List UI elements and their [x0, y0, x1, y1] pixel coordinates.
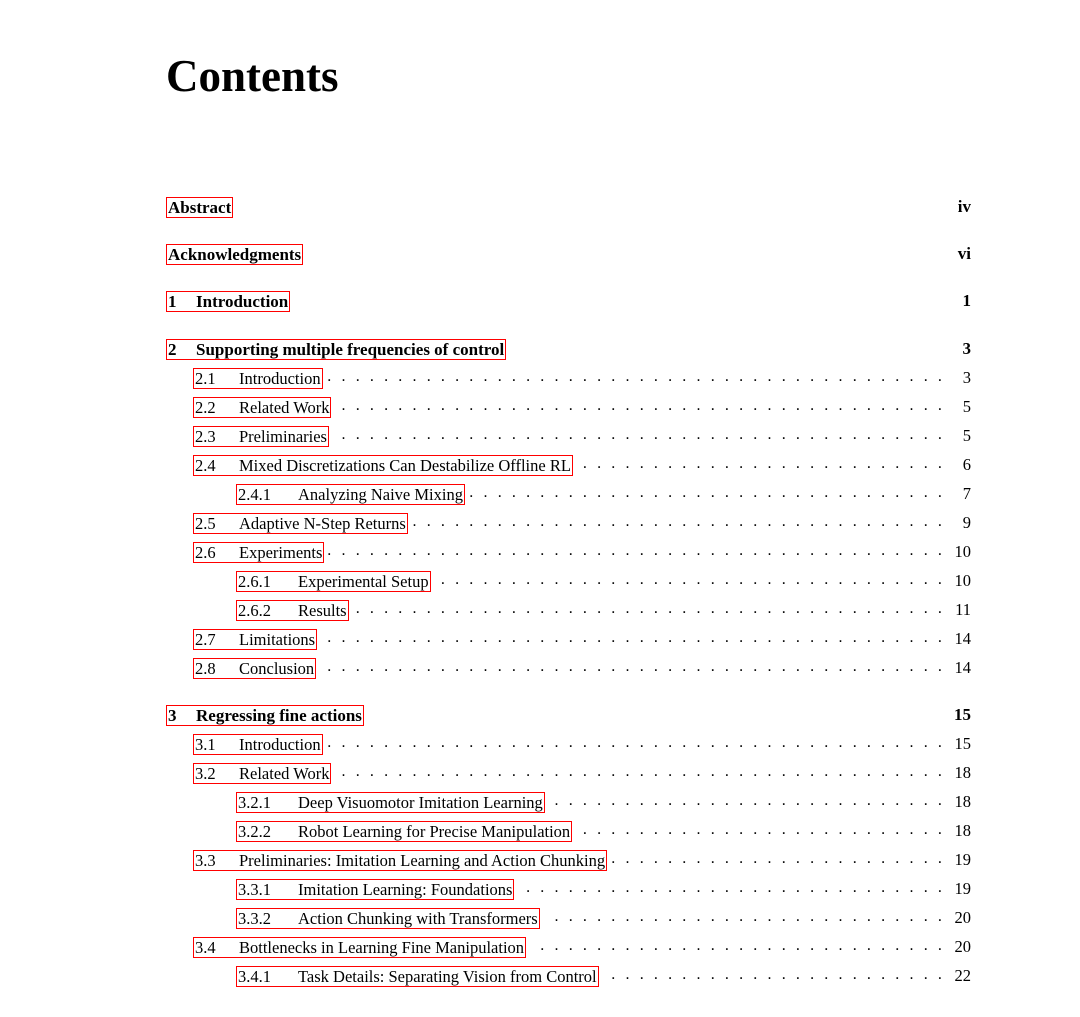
toc-entry	[166, 242, 971, 266]
toc-number: 3.1	[195, 734, 216, 754]
toc-link[interactable]	[236, 484, 465, 505]
toc-number: 3.2.2	[238, 821, 271, 841]
dot-leader	[611, 850, 945, 870]
toc-number: 2.7	[195, 629, 216, 649]
dot-leader	[353, 600, 945, 620]
toc-link[interactable]	[193, 763, 331, 784]
dot-leader	[368, 705, 945, 725]
dot-leader	[321, 629, 945, 649]
page-title: Contents	[166, 51, 339, 101]
toc-link[interactable]	[236, 821, 572, 842]
toc-number: 2.4.1	[238, 484, 271, 504]
dot-leader	[544, 908, 945, 928]
toc-label: Deep Visuomotor Imitation Learning	[298, 792, 543, 812]
toc-entry	[236, 877, 971, 901]
dot-leader	[469, 484, 945, 504]
toc-label: Related Work	[239, 397, 330, 417]
toc-entry	[193, 761, 971, 785]
toc-link[interactable]	[193, 734, 323, 755]
toc-number: 2.1	[195, 368, 216, 388]
toc-entry	[193, 732, 971, 756]
toc-number: 3.3.2	[238, 908, 271, 928]
toc-page-number: 20	[954, 908, 971, 927]
toc-label: Limitations	[239, 629, 316, 649]
toc-page-number: 18	[954, 821, 971, 840]
toc-link[interactable]	[193, 368, 323, 389]
toc-page-number: 3	[962, 368, 971, 387]
toc-entry	[193, 627, 971, 651]
toc-page-number: 18	[954, 763, 971, 782]
toc-number: 3.4.1	[238, 966, 271, 986]
toc-label: Analyzing Naive Mixing	[298, 484, 463, 504]
dot-leader	[518, 879, 945, 899]
toc-link[interactable]	[193, 542, 324, 563]
dot-leader	[294, 291, 945, 311]
toc-page-number: 10	[954, 571, 971, 590]
toc-link[interactable]	[166, 291, 290, 312]
toc-page-number: 9	[962, 513, 971, 532]
toc-link[interactable]	[193, 455, 573, 476]
toc-label: Task Details: Separating Vision from Control	[298, 966, 597, 986]
toc-label: Abstract	[168, 197, 232, 217]
dot-leader	[435, 571, 945, 591]
toc-number: 2	[168, 339, 177, 359]
toc-link[interactable]	[193, 658, 316, 679]
toc-link[interactable]	[236, 600, 349, 621]
toc-entry	[236, 790, 971, 814]
toc-label: Preliminaries: Imitation Learning and Action Chunking	[239, 850, 606, 870]
dot-leader	[412, 513, 945, 533]
toc-label: Introduction	[239, 734, 321, 754]
toc-page-number: vi	[957, 244, 971, 263]
toc-page-number: 7	[962, 484, 971, 503]
toc-page-number: 15	[954, 734, 971, 753]
toc-label: Regressing fine actions	[196, 705, 362, 725]
dot-leader	[577, 455, 945, 475]
toc-link[interactable]	[166, 705, 364, 726]
toc-page-number: 14	[954, 629, 971, 648]
toc-number: 3.4	[195, 937, 216, 957]
toc-number: 3.3	[195, 850, 216, 870]
toc-link[interactable]	[193, 850, 607, 871]
toc-link[interactable]	[193, 937, 526, 958]
toc-label: Experimental Setup	[298, 571, 429, 591]
toc-entry	[193, 511, 971, 535]
toc-number: 3.2	[195, 763, 216, 783]
toc-entry	[166, 195, 971, 219]
toc-link[interactable]	[193, 397, 331, 418]
toc-link[interactable]	[236, 571, 431, 592]
toc-link[interactable]	[193, 513, 408, 534]
toc-page-number: 15	[954, 705, 971, 724]
toc-link[interactable]	[166, 244, 303, 265]
toc-link[interactable]	[236, 966, 599, 987]
toc-page-number: 14	[954, 658, 971, 677]
dot-leader	[327, 734, 945, 754]
toc-page-number: 6	[962, 455, 971, 474]
toc-entry	[236, 482, 971, 506]
toc-entry	[193, 848, 971, 872]
toc-entry	[193, 453, 971, 477]
toc-link[interactable]	[236, 879, 514, 900]
toc-label: Related Work	[239, 763, 330, 783]
toc-number: 3.3.1	[238, 879, 271, 899]
toc-link[interactable]	[236, 792, 545, 813]
toc-link[interactable]	[166, 197, 233, 218]
toc-entry	[193, 366, 971, 390]
toc-link[interactable]	[166, 339, 506, 360]
toc-entry	[236, 906, 971, 930]
toc-number: 2.8	[195, 658, 216, 678]
toc-label: Bottlenecks in Learning Fine Manipulation	[239, 937, 525, 957]
toc-entry	[236, 569, 971, 593]
toc-label: Introduction	[196, 291, 289, 311]
dot-leader	[327, 368, 945, 388]
toc-page-number: 1	[962, 291, 971, 310]
toc-number: 2.6.1	[238, 571, 271, 591]
dot-leader	[328, 542, 945, 562]
toc-page-number: 20	[954, 937, 971, 956]
toc-page-number: 5	[962, 397, 971, 416]
toc-link[interactable]	[193, 426, 329, 447]
toc-label: Adaptive N-Step Returns	[239, 513, 406, 533]
toc-number: 2.4	[195, 455, 216, 475]
toc-page-number: 3	[962, 339, 971, 358]
dot-leader	[333, 426, 945, 446]
dot-leader	[576, 821, 945, 841]
toc-label: Supporting multiple frequencies of control	[196, 339, 505, 359]
toc-label: Conclusion	[239, 658, 315, 678]
dot-leader	[320, 658, 945, 678]
toc-number: 2.3	[195, 426, 216, 446]
toc-entry	[236, 819, 971, 843]
toc-entry	[193, 395, 971, 419]
toc-entry	[193, 424, 971, 448]
toc-number: 2.6	[195, 542, 216, 562]
toc-number: 2.6.2	[238, 600, 271, 620]
toc-label: Preliminaries	[239, 426, 327, 446]
toc-label: Experiments	[239, 542, 323, 562]
toc-entry	[166, 337, 971, 361]
dot-leader	[307, 244, 945, 264]
toc-page-number: iv	[957, 197, 971, 216]
toc-number: 1	[168, 291, 177, 311]
toc-entry	[193, 656, 971, 680]
toc-entry	[166, 703, 971, 727]
toc-page-number: 18	[954, 792, 971, 811]
toc-number: 2.5	[195, 513, 216, 533]
toc-label: Results	[298, 600, 347, 620]
dot-leader	[335, 397, 945, 417]
toc-entry	[236, 598, 971, 622]
toc-page-number: 10	[954, 542, 971, 561]
toc-number: 3	[168, 705, 177, 725]
toc-label: Mixed Discretizations Can Destabilize Offline RL	[239, 455, 571, 475]
toc-number: 3.2.1	[238, 792, 271, 812]
dot-leader	[335, 763, 945, 783]
toc-page-number: 5	[962, 426, 971, 445]
toc-label: Action Chunking with Transformers	[298, 908, 538, 928]
toc-link[interactable]	[193, 629, 317, 650]
toc-page-number: 11	[955, 600, 971, 619]
toc-entry	[166, 289, 971, 313]
toc-label: Introduction	[239, 368, 321, 388]
dot-leader	[510, 339, 945, 359]
toc-number: 2.2	[195, 397, 216, 417]
dot-leader	[603, 966, 945, 986]
toc-page-number: 19	[954, 850, 971, 869]
toc-link[interactable]	[236, 908, 540, 929]
toc-label: Acknowledgments	[168, 244, 302, 264]
toc-entry	[193, 540, 971, 564]
toc-page-number: 22	[954, 966, 971, 985]
toc-label: Imitation Learning: Foundations	[298, 879, 513, 899]
toc-entry	[236, 964, 971, 988]
dot-leader	[549, 792, 945, 812]
dot-leader	[530, 937, 945, 957]
toc-entry	[193, 935, 971, 959]
dot-leader	[237, 197, 945, 217]
toc-label: Robot Learning for Precise Manipulation	[298, 821, 571, 841]
toc-page-number: 19	[954, 879, 971, 898]
